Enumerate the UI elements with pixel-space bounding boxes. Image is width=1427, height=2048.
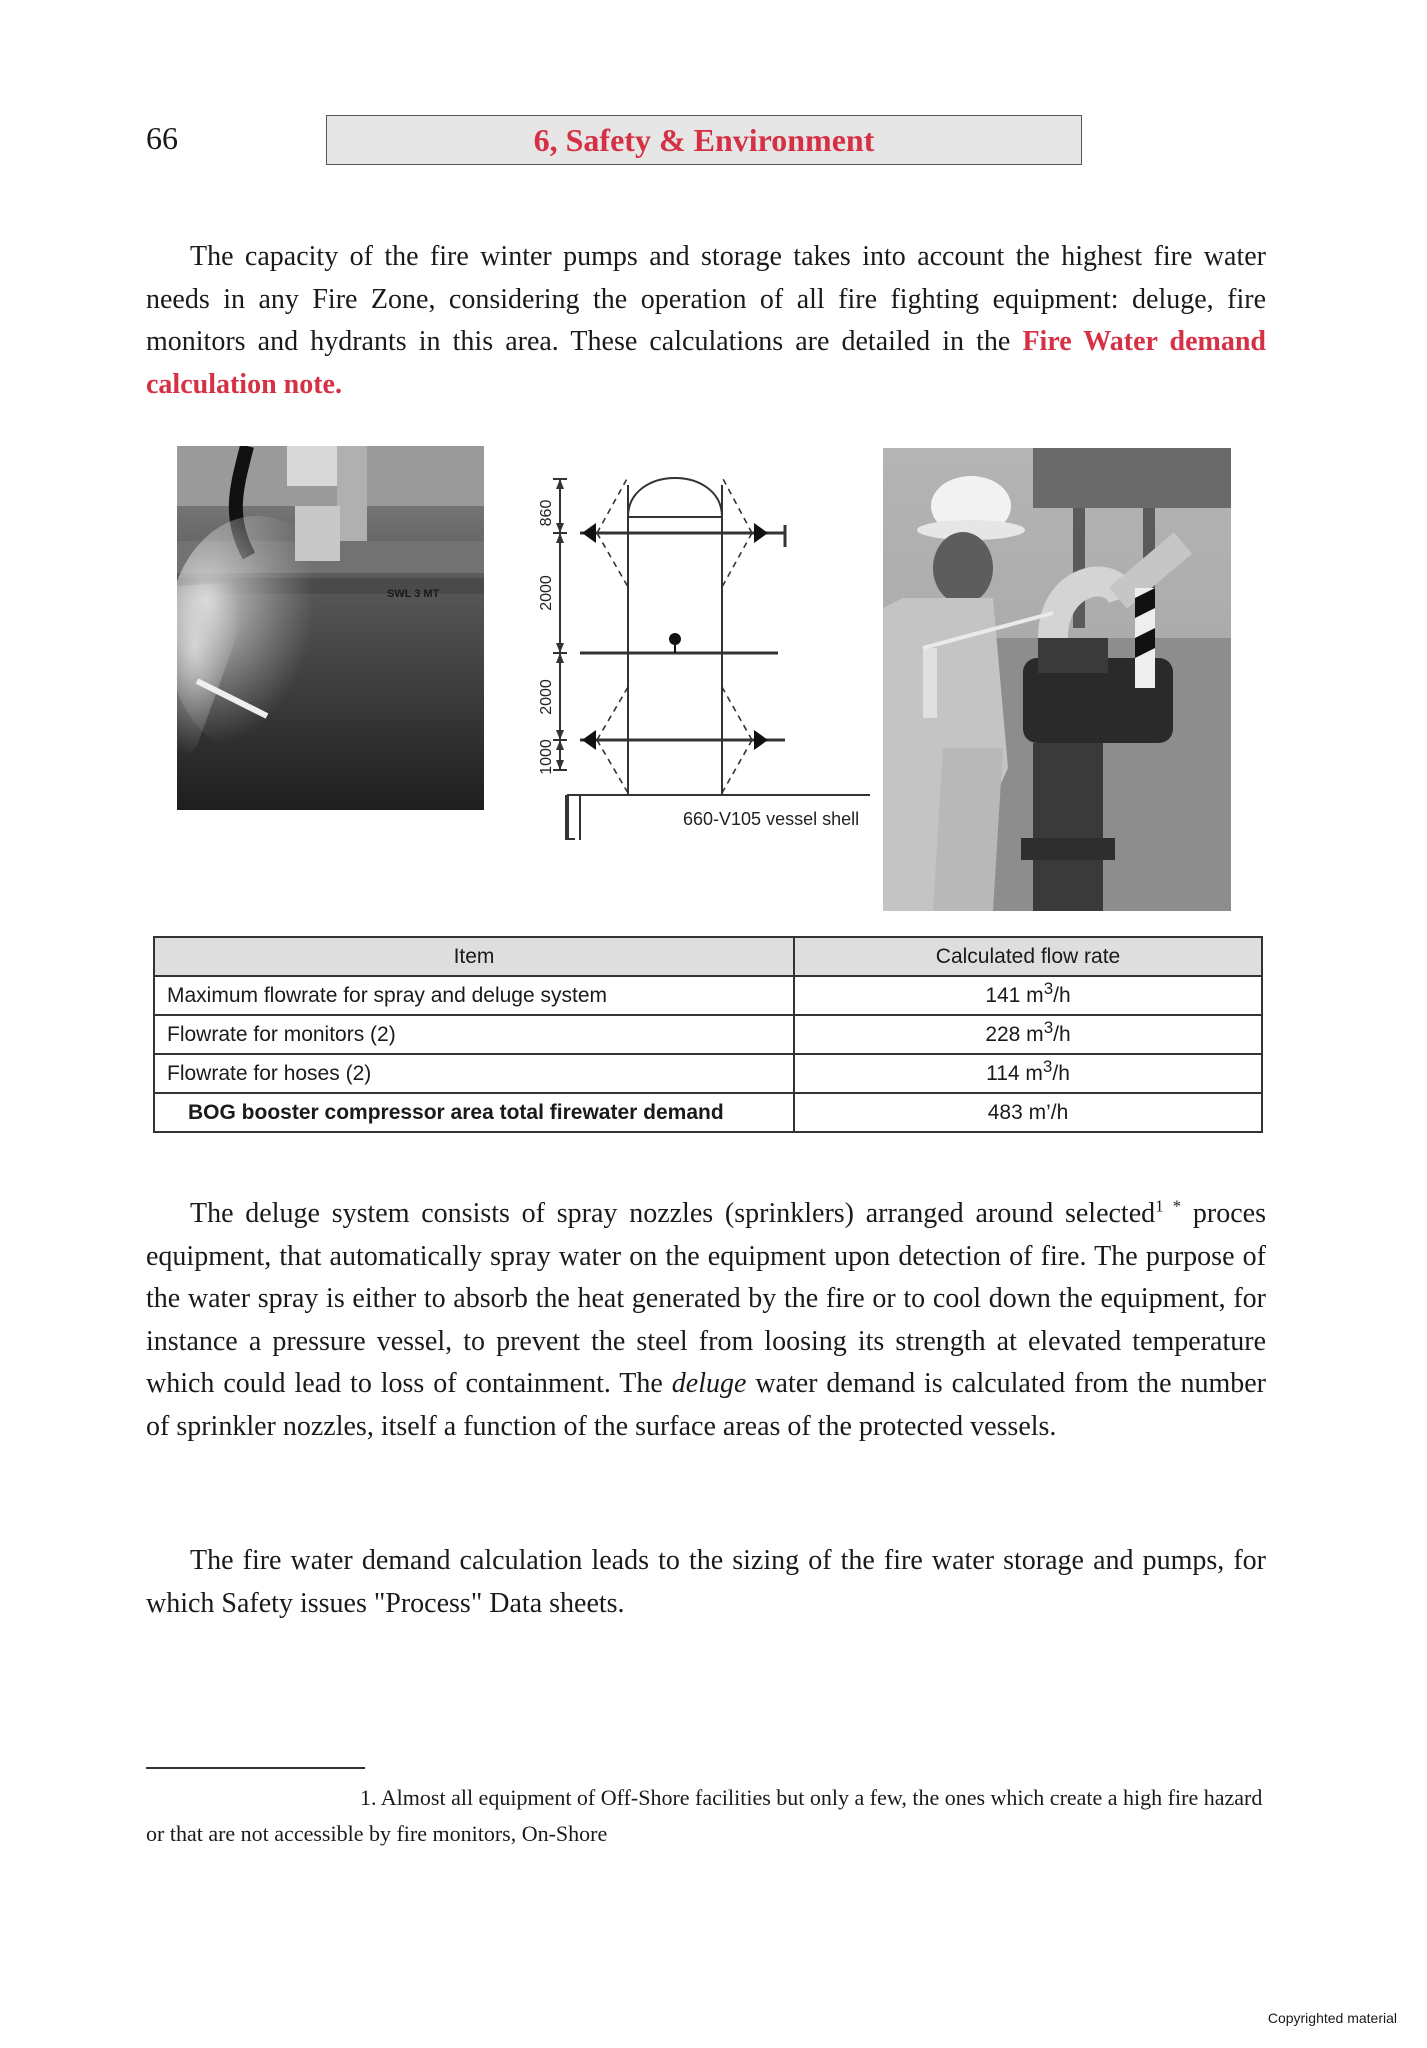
dim-2000-top-label: 2000 xyxy=(538,575,555,611)
copyright-notice: Copyrighted material xyxy=(1267,2010,1397,2026)
swl-label: SWL 3 MT xyxy=(387,588,440,600)
row-value: 228 $m^3/h$ xyxy=(794,1015,1262,1054)
table-total-row xyxy=(154,1093,1262,1132)
footnote-ref: 1 xyxy=(1155,1196,1164,1216)
deluge-italic: deluge xyxy=(671,1368,747,1399)
table-row xyxy=(154,976,1262,1015)
dim-1000-label: 1000 xyxy=(538,739,555,775)
row-item: Maximum flowrate for spray and deluge system xyxy=(154,976,794,1015)
deluge-text-3: water demand is calculated from the number of sprinkler nozzles, itself a function of the surface areas of the protected vessels. xyxy=(146,1368,1266,1442)
asterisk-mark: * xyxy=(1163,1196,1182,1216)
sprinkler-photo xyxy=(177,446,484,810)
flow-rate-table xyxy=(153,936,1263,1133)
table-header-row xyxy=(154,937,1262,976)
deluge-paragraph xyxy=(146,1193,1266,1448)
row-item: Flowrate for monitors (2) xyxy=(154,1015,794,1054)
fire-monitor-photo xyxy=(883,448,1231,911)
page-number: 66 xyxy=(146,120,178,156)
sizing-paragraph: The fire water demand calculation leads to the sizing of the fire water storage and pumps, for which Safety issues "Process" Data sheets. xyxy=(146,1545,1266,1619)
row-value: 114 $m^3/h$ xyxy=(794,1054,1262,1093)
vessel-caption: 660-V105 vessel shell xyxy=(683,809,860,829)
chapter-title: 6, Safety & Environment xyxy=(326,115,1082,165)
deluge-text-2: proces equipment, that automatically spray water on the equipment upon detection of fire. The purpose of the water spray is either to absorb the heat generated by the fire or to cool down the equipment, for instance a pressure vessel, to prevent the steel from loosing its strength at elevated temperature which could lead to loss of containment. The xyxy=(146,1198,1266,1399)
calculation-note-highlight: Fire Water demand calculation note. xyxy=(146,326,1266,400)
intro-text: The capacity of the fire winter pumps and storage takes into account the highest fire water needs in any Fire Zone, considering the operation of all fire fighting equipment: deluge, fire monitors and hydrants in this area. These calculations are detailed in the xyxy=(146,241,1266,357)
intro-paragraph xyxy=(146,236,1266,406)
footnote-rule xyxy=(146,1767,365,1769)
header-flow-rate: Calculated flow rate xyxy=(794,937,1262,976)
total-value: 483 m’/h xyxy=(794,1093,1262,1132)
table-row xyxy=(154,1054,1262,1093)
deluge-text-1: The deluge system consists of spray nozzles (sprinklers) arranged around selected xyxy=(190,1198,1156,1229)
footnote: 1. Almost all equipment of Off-Shore facilities but only a few, the ones which create a high fire hazard or that are not accessible by fire monitors, On-Shore xyxy=(146,1785,1263,1846)
total-item: BOG booster compressor area total firewater demand xyxy=(154,1093,794,1132)
row-value: 141 $m^3/h$ xyxy=(794,976,1262,1015)
row-item: Flowrate for hoses (2) xyxy=(154,1054,794,1093)
vessel-diagram xyxy=(520,455,880,840)
dim-2000-bottom-label: 2000 xyxy=(538,679,555,715)
table-row xyxy=(154,1015,1262,1054)
header-item: Item xyxy=(154,937,794,976)
dim-860-label: 860 xyxy=(538,499,555,527)
